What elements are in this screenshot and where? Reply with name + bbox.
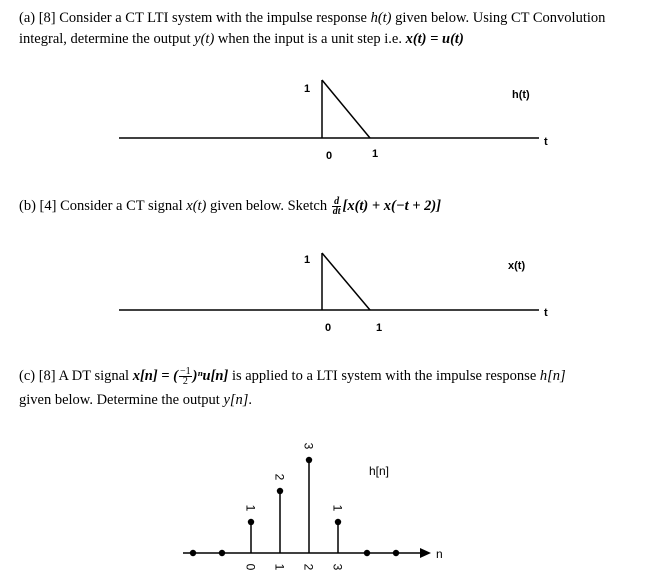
part-a-line1-prefix: (a) [8] Consider a CT LTI system with the impulse response bbox=[19, 10, 371, 26]
derivative-den: dt bbox=[332, 206, 341, 218]
graph-a-label-zero: 0 bbox=[326, 150, 333, 162]
graph-b-label-zero: 0 bbox=[325, 322, 332, 334]
x-t-symbol: x(t) bbox=[186, 198, 207, 214]
part-b-prefix: (b) [4] Consider a CT signal bbox=[19, 198, 187, 214]
graph-a-label-func: h(t) bbox=[512, 89, 530, 101]
h-t-symbol: h(t) bbox=[370, 10, 392, 26]
stem-point bbox=[219, 550, 225, 556]
graph-a-label-one: 1 bbox=[304, 83, 311, 95]
graph-b-label-axis: t bbox=[544, 307, 548, 319]
part-c-line2-prefix: given below. Determine the output bbox=[19, 392, 224, 408]
graph-b-label-one: 1 bbox=[304, 254, 311, 266]
part-b-middle: given below. Sketch bbox=[206, 198, 331, 214]
tick-label: 1 bbox=[272, 563, 287, 571]
stem-point bbox=[190, 550, 196, 556]
graph-a-label-one-x: 1 bbox=[372, 148, 379, 160]
x-n-lhs: x[n] = ( bbox=[132, 368, 179, 384]
tick-label: 3 bbox=[330, 563, 345, 571]
sketch-expression: [x(t) + x(−t + 2)] bbox=[342, 198, 442, 214]
x-n-rhs: )ⁿu[n] bbox=[192, 368, 229, 384]
part-a-line1-suffix: given below. Using CT Convolution bbox=[391, 10, 606, 26]
graph-c-label-func: h[n] bbox=[369, 464, 390, 478]
derivative-num: d bbox=[332, 197, 342, 207]
graph-c-label-axis: n bbox=[436, 547, 443, 561]
graph-c-axis-arrow bbox=[420, 548, 431, 558]
stem-point bbox=[393, 550, 399, 556]
input-equation: x(t) = u(t) bbox=[405, 31, 464, 47]
base-den: 2 bbox=[182, 376, 188, 388]
stem-point bbox=[364, 550, 370, 556]
part-a-line2-prefix: integral, determine the output bbox=[19, 31, 195, 47]
stem-value-label: 3 bbox=[301, 442, 316, 450]
y-n-symbol: y[n] bbox=[223, 392, 249, 408]
tick-label: 0 bbox=[243, 563, 258, 571]
part-c-line1-middle: is applied to a LTI system with the impulse response bbox=[228, 368, 540, 384]
stem-value-label: 2 bbox=[272, 473, 287, 481]
part-a-line2-middle: when the input is a unit step i.e. bbox=[214, 31, 406, 47]
base-num: −1 bbox=[180, 366, 191, 378]
tick-label: 2 bbox=[301, 563, 316, 571]
stem-value-label: 1 bbox=[330, 504, 345, 512]
stem-point bbox=[306, 457, 312, 463]
graph-a-label-axis: t bbox=[544, 136, 548, 148]
stem-value-label: 1 bbox=[243, 504, 258, 512]
graph-b-label-one-x: 1 bbox=[376, 322, 383, 334]
y-t-symbol: y(t) bbox=[194, 31, 215, 47]
part-c-line1-prefix: (c) [8] A DT signal bbox=[19, 368, 133, 384]
part-c-line2-suffix: . bbox=[248, 392, 253, 408]
graph-b-label-func: x(t) bbox=[508, 260, 526, 272]
h-n-symbol: h[n] bbox=[539, 368, 566, 384]
stem-point bbox=[277, 488, 283, 494]
stem-point bbox=[248, 519, 254, 525]
stem-point bbox=[335, 519, 341, 525]
